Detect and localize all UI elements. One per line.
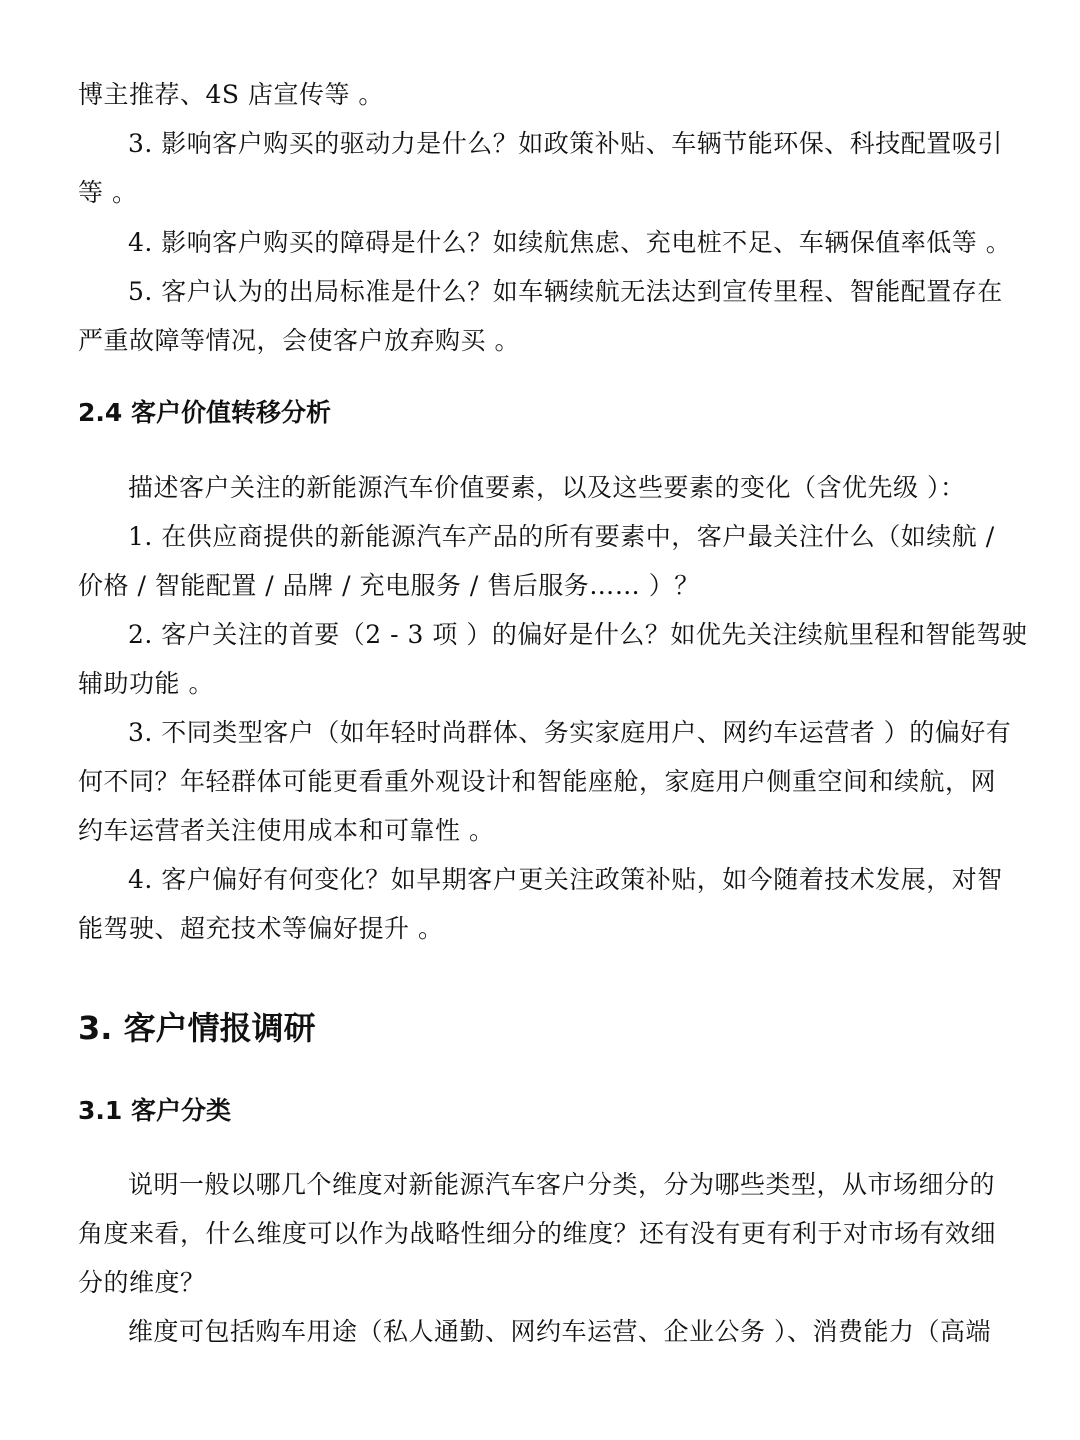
paragraph-line: 辅助功能 。 — [78, 669, 214, 698]
paragraph-line: 维度可包括购车用途（私人通勤、网约车运营、企业公务 ）、消费能力（高端 — [128, 1317, 991, 1346]
paragraph-line: 等 。 — [78, 178, 138, 207]
paragraph-line: 说明一般以哪几个维度对新能源汽车客户分类，分为哪些类型，从市场细分的 — [128, 1170, 996, 1199]
paragraph-line: 价格 / 智能配置 / 品牌 / 充电服务 / 售后服务…… ）？ — [78, 571, 700, 600]
list-item-5: 5. 客户认为的出局标准是什么？如车辆续航无法达到宣传里程、智能配置存在 — [128, 277, 1003, 306]
paragraph-line: 何不同？年轻群体可能更看重外观设计和智能座舱，家庭用户侧重空间和续航，网 — [78, 767, 997, 796]
paragraph-line: 角度来看，什么维度可以作为战略性细分的维度？还有没有更有利于对市场有效细 — [78, 1219, 997, 1248]
list-item-1: 1. 在供应商提供的新能源汽车产品的所有要素中，客户最关注什么（如续航 / — [128, 522, 995, 551]
paragraph-line: 约车运营者关注使用成本和可靠性 。 — [78, 816, 495, 845]
list-item-4: 4. 影响客户购买的障碍是什么？如续航焦虑、充电桩不足、车辆保值率低等 。 — [128, 228, 1012, 257]
section-heading-2-4: 2.4 客户价值转移分析 — [78, 398, 331, 427]
paragraph-line: 严重故障等情况，会使客户放弃购买 。 — [78, 326, 520, 355]
list-item-3: 3. 不同类型客户（如年轻时尚群体、务实家庭用户、网约车运营者 ）的偏好有 — [128, 718, 1012, 747]
section-heading-3-1: 3.1 客户分类 — [78, 1096, 231, 1125]
paragraph-line: 分的维度？ — [78, 1268, 206, 1297]
paragraph-line: 描述客户关注的新能源汽车价值要素，以及这些要素的变化（含优先级 ）： — [128, 473, 966, 502]
list-item-4: 4. 客户偏好有何变化？如早期客户更关注政策补贴，如今随着技术发展，对智 — [128, 865, 1003, 894]
chapter-heading-3: 3. 客户情报调研 — [78, 1009, 316, 1047]
list-item-3: 3. 影响客户购买的驱动力是什么？如政策补贴、车辆节能环保、科技配置吸引 — [128, 129, 1003, 158]
list-item-2: 2. 客户关注的首要（2 - 3 项 ）的偏好是什么？如优先关注续航里程和智能驾驶 — [128, 620, 1028, 649]
paragraph-line: 博主推荐、4S 店宣传等 。 — [78, 80, 384, 109]
paragraph-line: 能驾驶、超充技术等偏好提升 。 — [78, 914, 444, 943]
